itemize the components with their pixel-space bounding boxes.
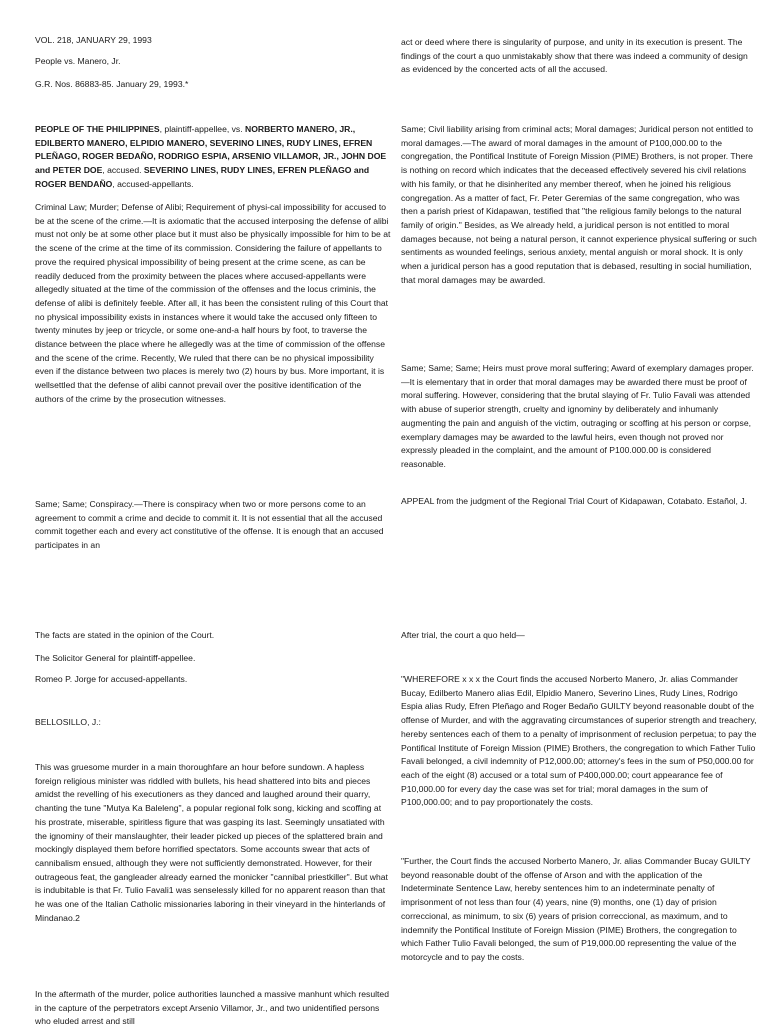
syllabus-conspiracy: Same; Same; Conspiracy.—There is conspiracy when two or more persons come to an agreement to commit a crime and decide to commit it. It is not essential that all the accused commit together each and every act constitutive of the offense. It is enough that an accused participates in an (35, 499, 384, 551)
volume-header: VOL. 218, JANUARY 29, 1993 (35, 35, 152, 45)
parties-caption (35, 123, 391, 192)
appeal-statement: APPEAL from the judgment of the Regional Trial Court of Kidapawan, Cotabato. Estañol, J. (401, 496, 748, 506)
dispositive-quote-arson: "Further, the Court finds the accused Norberto Manero, Jr. alias Commander Bucay GUILTY beyond reasonable doubt of the offense of Arson and with the application of the Indeterminate Sentence Law, hereby sentences him to an indeterminate penalty of imprisonment of not less than four (4) years, nine (9) months, one (1) day of prision correccional, as minimum, to six (6) years of prision correccional, as maximum, and to indemnify the Pontifical Institute of Foreign Mission (PIME) Brothers, the congregation to which Father Tulio Favali belonged, the sum of P19,000.00 representing the value of the motorcycle and to pay the costs. (401, 856, 751, 962)
accused-names: NORBERTO MANERO, JR., EDILBERTO MANERO, ELPIDIO MANERO, SEVERINO LINES, RUDY LINES, EFREN PLEÑAGO, ROGER BEDAÑO, RODRIGO ESPIA, ARSENIO VILLAMOR, JR., JOHN DOE and PETER DOE (35, 124, 387, 176)
appellant-role: , accused-appellants. (112, 178, 194, 189)
plaintiff-role: , plaintiff-appellee, vs. (159, 124, 245, 134)
ponente: BELLOSILLO, J.: (35, 717, 101, 727)
facts-statement: The facts are stated in the opinion of the Court. (35, 630, 215, 640)
counsel-line: Romeo P. Jorge for accused-appellants. (35, 674, 188, 684)
opinion-paragraph-2: In the aftermath of the murder, police authorities launched a massive manhunt which resulted in the capture of the perpetrators except Arsenio Villamor, Jr., and two unidentified persons who eluded arrest and still (35, 989, 389, 1027)
appellant-names: SEVERINO LINES, RUDY LINES, EFREN PLEÑAGO and ROGER BENDAÑO (35, 165, 370, 189)
syllabus-conspiracy-continued: act or deed where there is singularity of purpose, and unity in its execution is present. The findings of the court a quo unmistakably show that there was indeed a community of design as evidenced by the concerted acts of all the accused. (401, 37, 748, 75)
case-short-title: People vs. Manero, Jr. (35, 56, 121, 66)
accused-role: , accused. (102, 165, 144, 176)
syllabus-heirs: Same; Same; Same; Heirs must prove moral suffering; Award of exemplary damages proper.—It is elementary that in order that moral damages may be awarded there must be proof of moral suffering. However, considering that the brutal slaying of Fr. Tulio Favali was attended with abuse of superior strength, cruelty and ignominy by deliberately and inhumanly augmenting the pain and anguish of the victim, outraging or scoffing at his person or corpse, exemplary damages may be awarded to the lawful heirs, even though not proved nor expressly pleaded in the complaint, and the amount of P100.000.00 is considered reasonable. (401, 363, 754, 469)
plaintiff-name: PEOPLE OF THE PHILIPPINES (35, 124, 160, 134)
gr-number: G.R. Nos. 86883-85. January 29, 1993.* (35, 79, 189, 89)
trial-intro: After trial, the court a quo held— (401, 630, 525, 640)
opinion-paragraph-1: This was gruesome murder in a main thoroughfare an hour before sundown. A hapless foreign religious minister was riddled with bullets, his head shattered into bits and pieces amidst the revelling of his executioners as they danced and laughed around their quarry, chanting the tune "Mutya Ka Baleleng", a popular regional folk song, kicking and scoffing at his prostrate, miserable, spiritless figure that was gasping its last. Seemingly unsatiated with the ignominy of their manslaughter, their leader picked up pieces of the splattered brain and mockingly displayed them before horrified spectators. Some accounts swear that acts of cannibalism ensued, although they were not sufficiently demonstrated. However, for their outrageous feat, the gangleader already earned the monicker "cannibal priestkiller". But what is indubitable is that Fr. Tulio Favali1 was senselessly killed for no apparent reason than that he was one of the Italian Catholic missionaries laboring in their vineyard in the hinterlands of Mindanao.2 (35, 762, 388, 923)
syllabus-civil-liability: Same; Civil liability arising from criminal acts; Moral damages; Juridical person not entitled to moral damages.—The award of moral damages in the amount of P100,000.00 to the congregation, the Pontifical Institute of Foreign Mission (PIME) Brothers, is not proper. There is nothing on record which indicates that the deceased effectively severed his civil relations with his family, or that he disinherited any member thereof, when he joined his religious congregation. As a matter of fact, Fr. Peter Geremias of the same congregation, who was then a parish priest of Kidapawan, testified that "the religious family belongs to the natural family of origin." Besides, as We already held, a juridical person is not entitled to moral damages because, not being a natural person, it cannot experience physical suffering or such sentiments as wounded feelings, serious anxiety, mental anguish or moral shock. It is only when a juridical person has a good reputation that is debased, resulting in social humiliation, that moral damages may be awarded. (401, 124, 757, 285)
solicitor-line: The Solicitor General for plaintiff-appellee. (35, 653, 196, 663)
dispositive-quote-murder: "WHEREFORE x x x the Court finds the accused Norberto Manero, Jr. alias Commander Bucay, Edilberto Manero alias Edil, Elpidio Manero, Severino Lines, Rudy Lines, Rodrigo Espia alias Rudy, Efren Pleñago and Roger Bedaño GUILTY beyond reasonable doubt of the offense of Murder, and with the aggravating circumstances of superior strength and treachery, hereby sentences each of them to a penalty of imprisonment of reclusion perpetua; to pay the Pontifical Institute of Foreign Mission (PIME) Brothers, the congregation to which Father Tulio Favali belonged, a civil indemnity of P12,000.00; attorney's fees in the sum of P50,000.00 for each of the eight (8) accused or a total sum of P400,000.00; court appearance fee of P10,000.00 for every day the case was set for trial; moral damages in the sum of P100,000.00; and to pay proportionately the costs. (401, 674, 757, 808)
syllabus-alibi: Criminal Law; Murder; Defense of Alibi; Requirement of physi-cal impossibility for accused to be at the scene of the crime.—It is axiomatic that the accused interposing the defense of alibi must not only be at some other place but it must also be physically impossible for him to be at the scene of the crime at the time of its commission. Considering the failure of appellants to prove the required physical impossibility of being present at the crime scene, as can be readily deduced from the proximity between the places where accused-appellants were allegedly situated at the time of the commission of the offenses and the locus criminis, the defense of alibi is definitely feeble. After all, it has been the consistent ruling of this Court that no physical impossibility exists in instances where it would take the accused only fifteen to twenty minutes by jeep or tricycle, or some one-and-a half hours by foot, to traverse the distance between the place where he allegedly was at the time of commission of the offense and the scene of the crime. Recently, We ruled that there can be no physical impossibility even if the distance between two places is merely two (2) hours by bus. More important, it is wellsettled that the defense of alibi cannot prevail over the positive identification of the authors of the crime by the prosecution witnesses. (35, 202, 391, 404)
